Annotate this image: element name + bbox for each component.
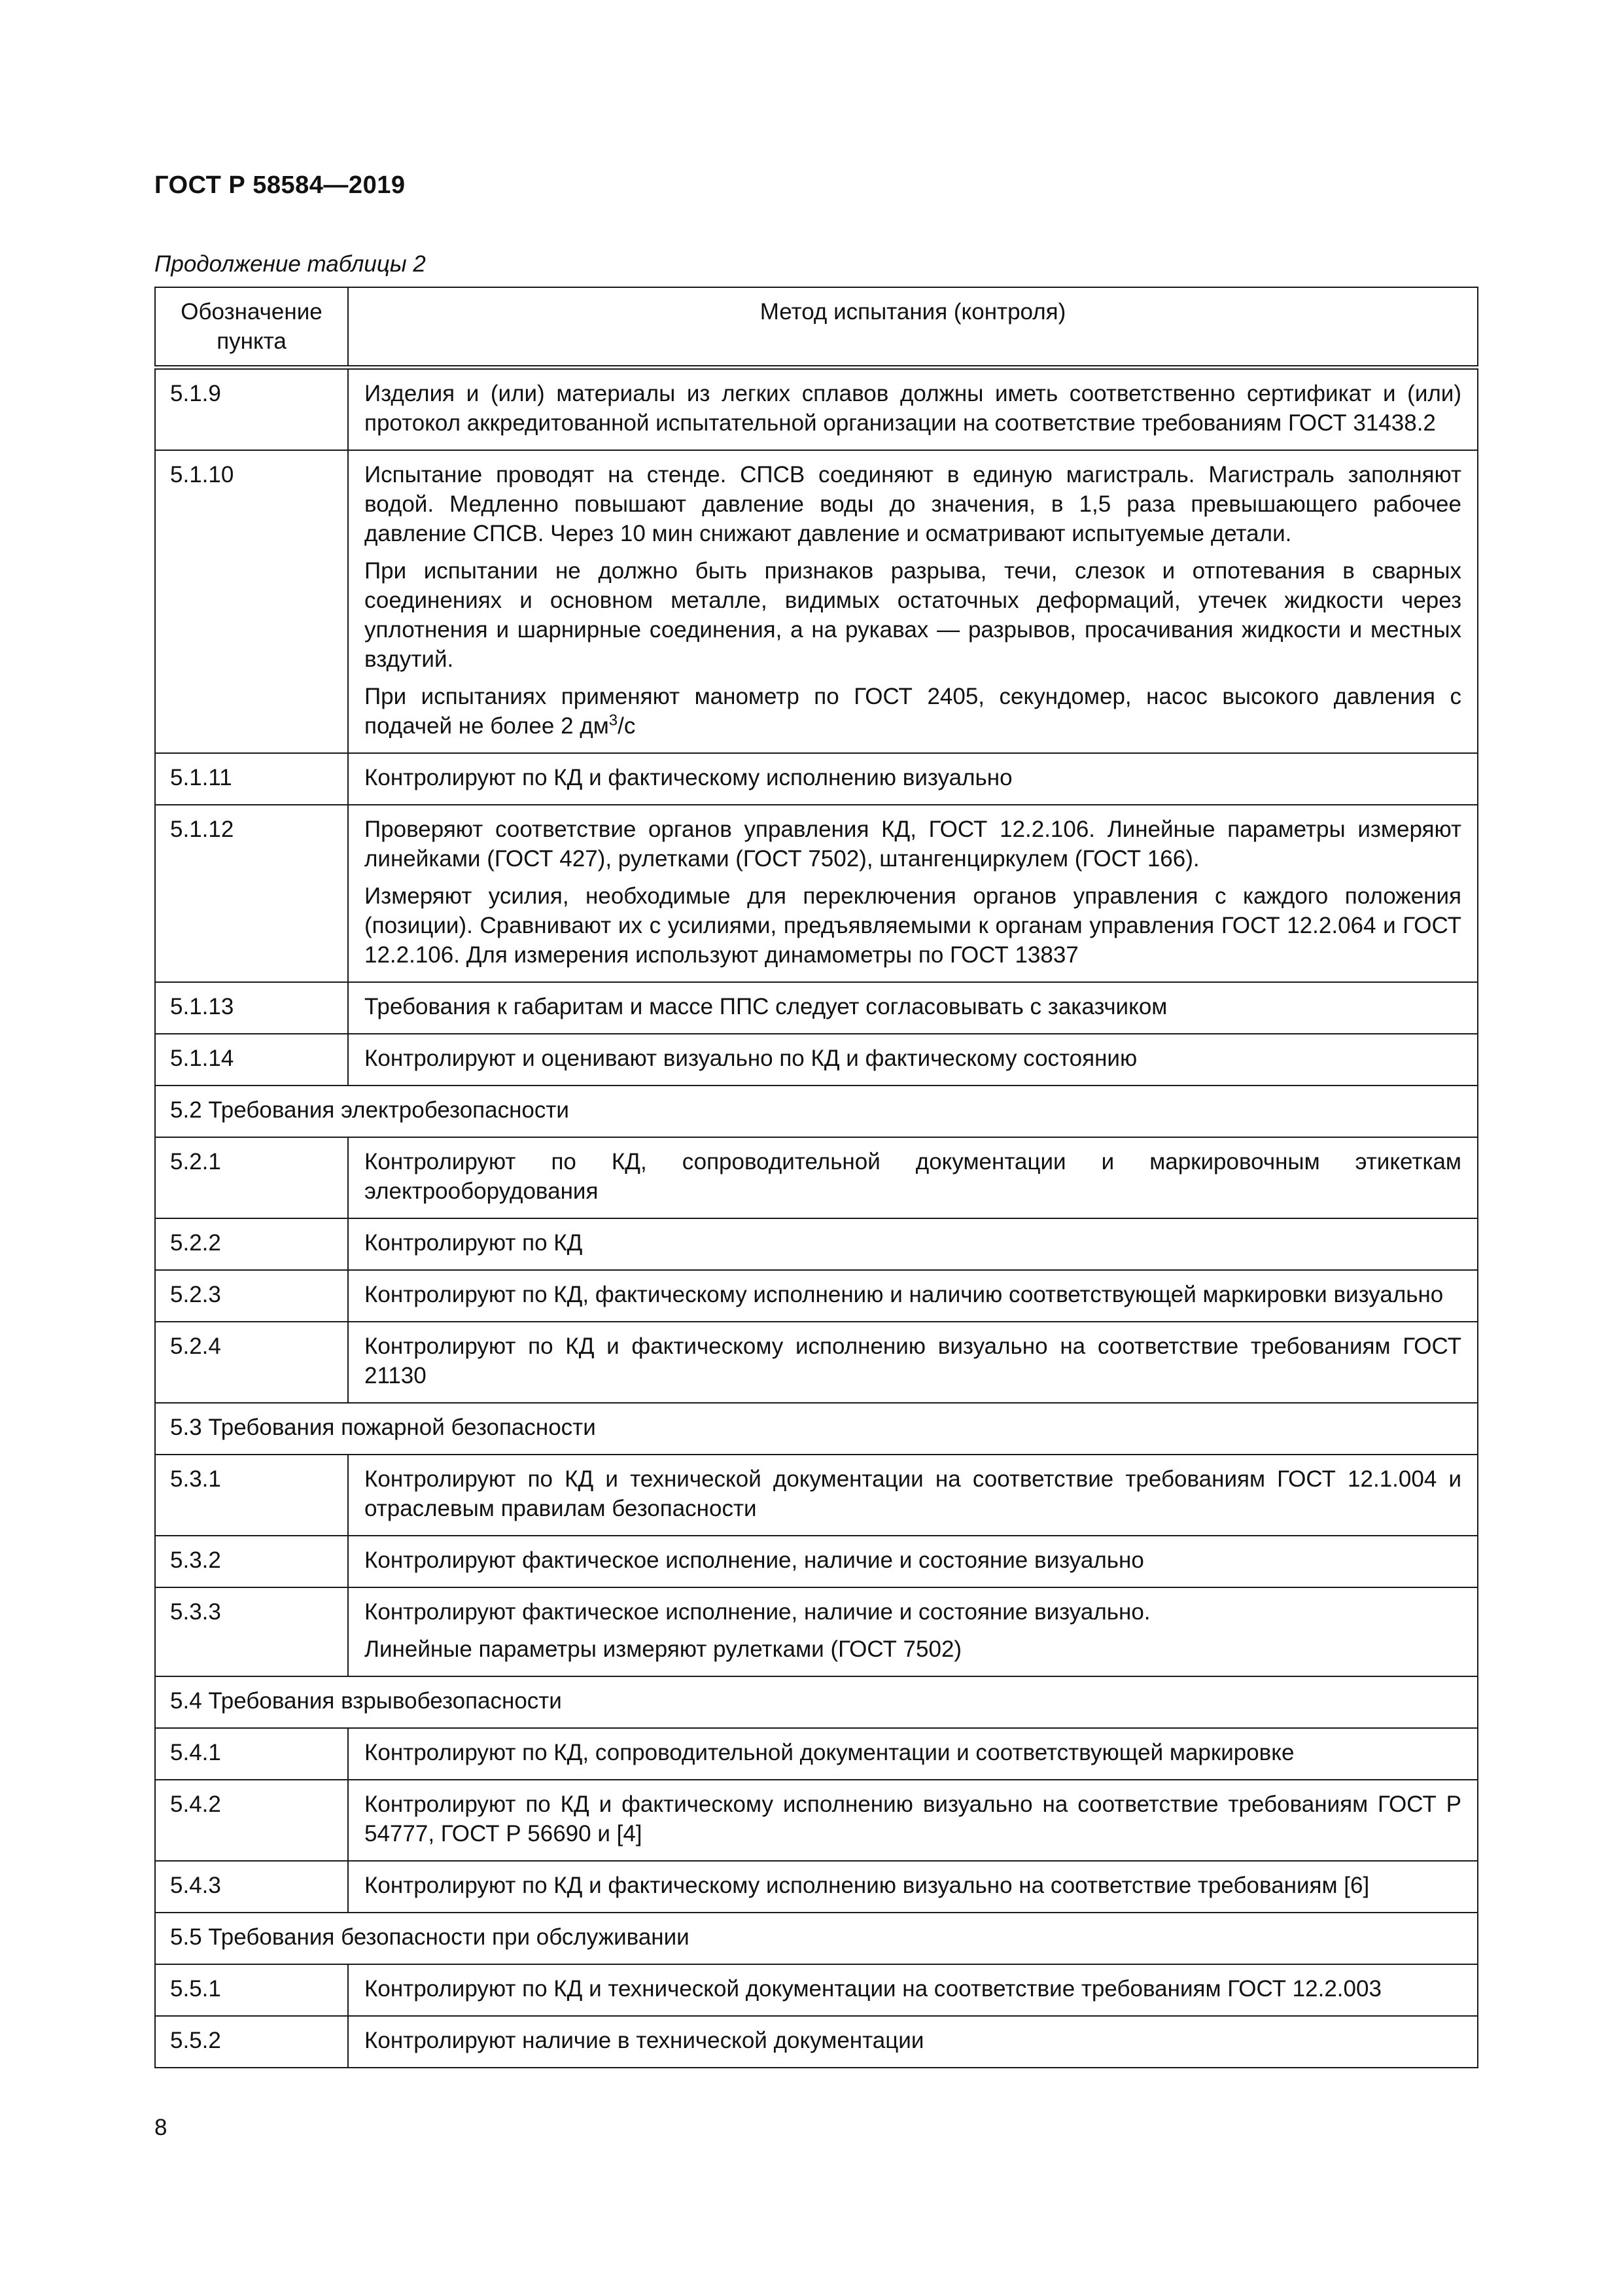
method-text [348, 1322, 1478, 1403]
method-paragraph [364, 682, 1461, 741]
table-row [155, 2016, 1478, 2068]
method-paragraph: Контролируют по КД и фактическому исполнению визуально на соответствие требованиям ГОСТ 21130 [364, 1333, 1461, 1388]
table-row [155, 805, 1478, 982]
item-number: 5.2.4 [155, 1322, 348, 1403]
column-header-method: Метод испытания (контроля) [348, 287, 1478, 368]
table-row [155, 1137, 1478, 1218]
item-number: 5.3.1 [155, 1455, 348, 1536]
table-row [155, 1322, 1478, 1403]
method-paragraph: Испытание проводят на стенде. СПСВ соединяют в единую магистраль. Магистраль заполняют водой. Медленно повышают давление воды до значения, в 1,5 раза превышающего рабочее давление СПСВ. Через 10 мин снижают давление и осматривают испытуемые детали. [364, 462, 1461, 546]
table-row [155, 1034, 1478, 1086]
method-text [348, 450, 1478, 753]
method-paragraph: Контролируют наличие в технической документации [364, 2028, 924, 2053]
table-row [155, 1270, 1478, 1322]
section-row [155, 1676, 1478, 1728]
table-row [155, 368, 1478, 451]
item-number: 5.5.1 [155, 1964, 348, 2016]
unit-exponent: 3 [608, 711, 618, 730]
table-row [155, 1728, 1478, 1780]
method-text [348, 1455, 1478, 1536]
item-number: 5.1.12 [155, 805, 348, 982]
method-text [348, 1218, 1478, 1270]
method-paragraph: Контролируют по КД и фактическому исполнению визуально на соответствие требованиям [6] [364, 1873, 1370, 1898]
section-title: 5.4 Требования взрывобезопасности [155, 1676, 1478, 1728]
requirements-table [154, 287, 1478, 2068]
method-text [348, 982, 1478, 1034]
table-row [155, 753, 1478, 805]
section-row [155, 1913, 1478, 1964]
method-text [348, 1587, 1478, 1676]
table-body [155, 368, 1478, 2068]
method-paragraph: Контролируют по КД, сопроводительной документации и маркировочным этикеткам электрооборудования [364, 1149, 1461, 1204]
method-paragraph: Контролируют и оценивают визуально по КД и фактическому состоянию [364, 1046, 1138, 1071]
item-number: 5.2.2 [155, 1218, 348, 1270]
table-row [155, 1455, 1478, 1536]
method-paragraph: Контролируют фактическое исполнение, наличие и состояние визуально. [364, 1599, 1151, 1625]
item-number: 5.2.1 [155, 1137, 348, 1218]
method-text [348, 1536, 1478, 1587]
table-row [155, 1780, 1478, 1861]
table-row [155, 1861, 1478, 1913]
item-number: 5.1.10 [155, 450, 348, 753]
item-number: 5.4.3 [155, 1861, 348, 1913]
method-text [348, 1780, 1478, 1861]
table-header-row [155, 287, 1478, 368]
item-number: 5.1.9 [155, 368, 348, 451]
method-paragraph: Проверяют соответствие органов управления КД, ГОСТ 12.2.106. Линейные параметры измеряют линейками (ГОСТ 427), рулетками (ГОСТ 7502), штангенциркулем (ГОСТ 166). [364, 817, 1461, 872]
method-text [348, 1034, 1478, 1086]
item-number: 5.4.2 [155, 1780, 348, 1861]
section-title: 5.2 Требования электробезопасности [155, 1086, 1478, 1137]
method-text [348, 753, 1478, 805]
method-text [348, 1964, 1478, 2016]
method-text [348, 2016, 1478, 2068]
table-row [155, 1587, 1478, 1676]
method-paragraph: Контролируют по КД и технической документации на соответствие требованиям ГОСТ 12.1.004 и отраслевым правилам безопасности [364, 1466, 1461, 1521]
item-number: 5.1.13 [155, 982, 348, 1034]
table-row [155, 1964, 1478, 2016]
method-text [348, 1270, 1478, 1322]
item-number: 5.3.2 [155, 1536, 348, 1587]
section-title: 5.5 Требования безопасности при обслуживании [155, 1913, 1478, 1964]
section-row [155, 1403, 1478, 1455]
item-number: 5.2.3 [155, 1270, 348, 1322]
item-number: 5.1.11 [155, 753, 348, 805]
section-row [155, 1086, 1478, 1137]
method-paragraph: Контролируют по КД и технической документации на соответствие требованиям ГОСТ 12.2.003 [364, 1976, 1382, 2002]
method-paragraph: Контролируют по КД, фактическому исполнению и наличию соответствующей маркировки визуально [364, 1282, 1444, 1307]
method-text [348, 1728, 1478, 1780]
method-text [348, 368, 1478, 451]
method-paragraph: Контролируют по КД и фактическому исполнению визуально [364, 765, 1013, 790]
table-row [155, 1218, 1478, 1270]
item-number: 5.1.14 [155, 1034, 348, 1086]
method-paragraph: Контролируют по КД, сопроводительной документации и соответствующей маркировке [364, 1740, 1295, 1765]
item-number: 5.4.1 [155, 1728, 348, 1780]
table-row [155, 450, 1478, 753]
method-text [348, 805, 1478, 982]
method-paragraph: Линейные параметры измеряют рулетками (ГОСТ 7502) [364, 1636, 962, 1662]
method-paragraph: Требования к габаритам и массе ППС следует согласовывать с заказчиком [364, 994, 1168, 1019]
method-text [348, 1861, 1478, 1913]
table-row [155, 1536, 1478, 1587]
section-title: 5.3 Требования пожарной безопасности [155, 1403, 1478, 1455]
column-header-item: Обозначение пункта [155, 287, 348, 368]
method-paragraph: При испытании не должно быть признаков разрыва, течи, слезок и отпотевания в сварных соединениях и основном металле, видимых остаточных деформаций, утечек жидкости через уплотнения и шарнирные соединения, а на рукавах — разрывов, просачивания жидкости и местных вздутий. [364, 558, 1461, 672]
paragraph-text: При испытаниях применяют манометр по ГОСТ 2405, секундомер, насос высокого давления с подачей не более 2 дм [364, 684, 1461, 739]
table-caption: Продолжение таблицы 2 [154, 251, 426, 277]
method-paragraph: Измеряют усилия, необходимые для переключения органов управления с каждого положения (позиции). Сравнивают их с усилиями, предъявляемыми к органам управления ГОСТ 12.2.064 и ГОСТ 12.2.106. Для измерения используют динамометры по ГОСТ 13837 [364, 883, 1461, 968]
paragraph-text: /с [618, 713, 636, 739]
item-number: 5.3.3 [155, 1587, 348, 1676]
table-row [155, 982, 1478, 1034]
item-number: 5.5.2 [155, 2016, 348, 2068]
method-paragraph: Контролируют фактическое исполнение, наличие и состояние визуально [364, 1547, 1144, 1573]
method-paragraph: Контролируют по КД [364, 1230, 583, 1256]
method-paragraph: Изделия и (или) материалы из легких сплавов должны иметь соответственно сертификат и (или) протокол аккредитованной испытательной организации на соответствие требованиям ГОСТ 31438.2 [364, 381, 1461, 436]
page-number: 8 [154, 2115, 167, 2140]
method-text [348, 1137, 1478, 1218]
document-code: ГОСТ Р 58584—2019 [154, 171, 406, 199]
method-paragraph: Контролируют по КД и фактическому исполнению визуально на соответствие требованиям ГОСТ Р 54777, ГОСТ Р 56690 и [4] [364, 1792, 1461, 1846]
